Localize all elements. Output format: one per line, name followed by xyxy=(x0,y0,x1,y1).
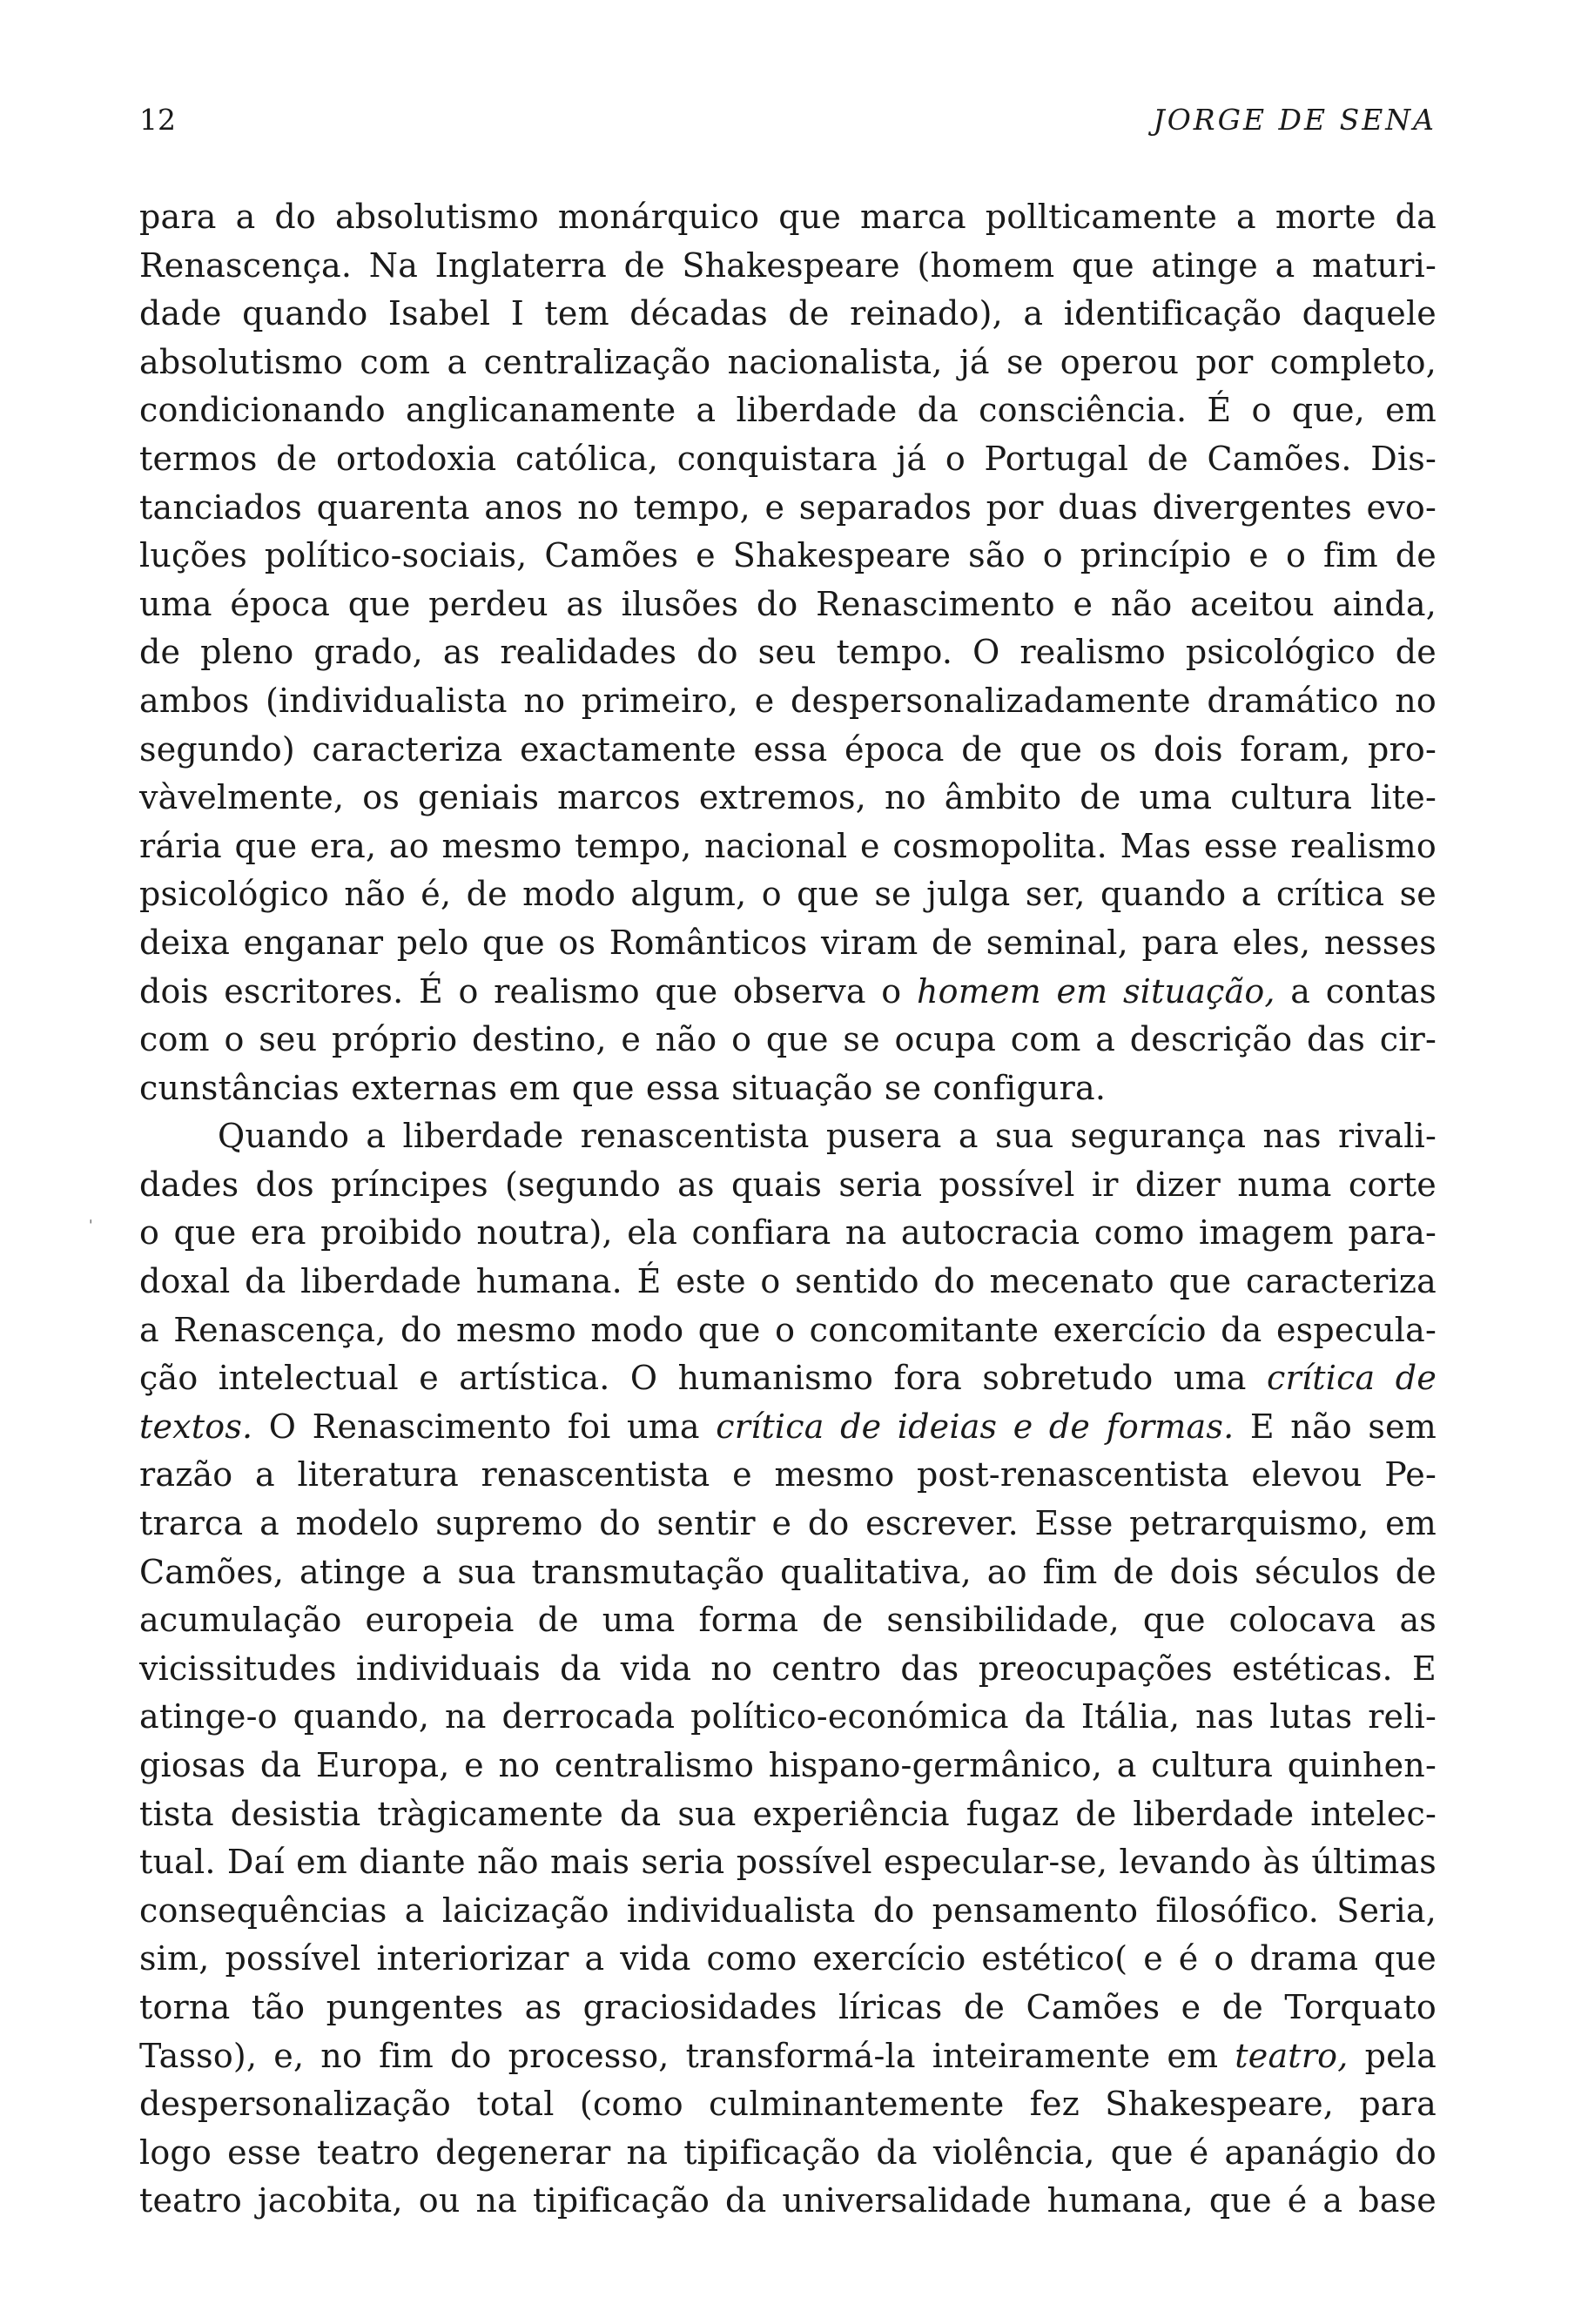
text-segment: ção intelectual e artística. O humanismo fora sobretudo uma xyxy=(139,1359,1268,1398)
emphasis-text: crítica de ideias e de formas. xyxy=(716,1407,1235,1446)
text-line: acumulação europeia de uma forma de sensibilidade, que colocava as xyxy=(139,1601,1437,1640)
text-line: despersonalização total (como culminantemente fez Shakespeare, para xyxy=(139,2085,1437,2124)
text-segment: a contas xyxy=(1275,971,1437,1011)
text-line: dade quando Isabel I tem décadas de reinado), a identificação daquele xyxy=(139,294,1437,333)
text-line: ambos (individualista no primeiro, e despersonalizadamente dramático no xyxy=(139,681,1437,720)
text-line: dades dos príncipes (segundo as quais seria possível ir dizer numa corte xyxy=(139,1165,1437,1204)
emphasis-text: crítica de xyxy=(1267,1359,1437,1398)
text-segment: dois escritores. É o realismo que observa o xyxy=(139,971,917,1011)
text-line: condicionando anglicanamente a liberdade da consciência. É o que, em xyxy=(139,391,1437,430)
text-line: rária que era, ao mesmo tempo, nacional e cosmopolita. Mas esse realismo xyxy=(139,826,1437,865)
text-line: o que era proibido noutra), ela confiara na autocracia como imagem para- xyxy=(139,1213,1437,1253)
text-line: trarca a modelo supremo do sentir e do escrever. Esse petrarquismo, em xyxy=(139,1504,1437,1543)
text-line: luções político-sociais, Camões e Shakespeare são o princípio e o fim de xyxy=(139,536,1437,575)
text-line: termos de ortodoxia católica, conquistara já o Portugal de Camões. Dis- xyxy=(139,439,1437,478)
text-segment: O Renascimento foi uma xyxy=(252,1407,717,1446)
text-line: tual. Daí em diante não mais seria possível especular-se, levando às últimas xyxy=(139,1843,1437,1882)
text-line: torna tão pungentes as graciosidades líricas de Camões e de Torquato xyxy=(139,1987,1437,2026)
text-line: vicissitudes individuais da vida no centro das preocupações estéticas. E xyxy=(139,1649,1437,1688)
body-text xyxy=(139,193,1437,2226)
text-line: para a do absolutismo monárquico que marca pollticamente a morte da xyxy=(139,198,1437,236)
page-header xyxy=(139,103,1437,138)
running-head: JORGE DE SENA xyxy=(1153,103,1437,137)
text-segment: Tasso), e, no fim do processo, transformá-la inteiramente em xyxy=(139,2036,1235,2075)
text-line: giosas da Europa, e no centralismo hispano-germânico, a cultura quinhen- xyxy=(139,1746,1437,1784)
text-line: segundo) caracteriza exactamente essa época de que os dois foram, pro- xyxy=(139,729,1437,769)
text-line: Renascença. Na Inglaterra de Shakespeare (homem que atinge a maturi- xyxy=(139,245,1437,285)
text-segment: E não sem xyxy=(1234,1407,1437,1446)
text-segment: pela xyxy=(1348,2036,1437,2075)
emphasis-text: homem em situação, xyxy=(916,971,1275,1011)
emphasis-text: textos. xyxy=(139,1407,253,1446)
text-line: uma época que perdeu as ilusões do Renascimento e não aceitou ainda, xyxy=(139,584,1437,623)
paragraph-1 xyxy=(139,193,1437,1112)
text-line xyxy=(139,1403,1437,1452)
text-line: psicológico não é, de modo algum, o que se julga ser, quando a crítica se xyxy=(139,875,1437,914)
text-line xyxy=(139,2032,1437,2081)
text-line xyxy=(139,1354,1437,1403)
text-line: a Renascença, do mesmo modo que o concomitante exercício da especula- xyxy=(139,1310,1437,1349)
text-line: tanciados quarenta anos no tempo, e separados por duas divergentes evo- xyxy=(139,487,1437,527)
text-line: teatro jacobita, ou na tipificação da universalidade humana, que é a base xyxy=(139,2181,1437,2220)
page-number: 12 xyxy=(139,103,176,137)
text-line: sim, possível interiorizar a vida como exercício estético( e é o drama que xyxy=(139,1939,1437,1978)
text-line: razão a literatura renascentista e mesmo post-renascentista elevou Pe- xyxy=(139,1455,1437,1494)
text-line: Camões, atinge a sua transmutação qualitativa, ao fim de dois séculos de xyxy=(139,1552,1437,1591)
text-line: Quando a liberdade renascentista pusera a sua segurança nas rivali- xyxy=(218,1117,1437,1156)
emphasis-text: teatro, xyxy=(1235,2036,1349,2075)
text-line: doxal da liberdade humana. É este o sentido do mecenato que caracteriza xyxy=(139,1262,1437,1301)
text-line: consequências a laicização individualista do pensamento filosófico. Seria, xyxy=(139,1891,1437,1930)
paragraph-2 xyxy=(139,1112,1437,2226)
text-line xyxy=(139,968,1437,1017)
text-line: deixa enganar pelo que os Românticos viram de seminal, para eles, nesses xyxy=(139,923,1437,962)
text-line: tista desistia tràgicamente da sua experiência fugaz de liberdade intelec- xyxy=(139,1794,1437,1833)
text-line: logo esse teatro degenerar na tipificação da violência, que é apanágio do xyxy=(139,2133,1437,2172)
text-line: cunstâncias externas em que essa situação se configura. xyxy=(139,1068,1107,1107)
stray-mark: ˌ xyxy=(89,1208,93,1225)
text-line: de pleno grado, as realidades do seu tempo. O realismo psicológico de xyxy=(139,633,1437,672)
text-line: atinge-o quando, na derrocada político-económica da Itália, nas lutas reli- xyxy=(139,1697,1437,1736)
text-line: absolutismo com a centralização nacionalista, já se operou por completo, xyxy=(139,342,1437,381)
text-line: com o seu próprio destino, e não o que se ocupa com a descrição das cir- xyxy=(139,1020,1437,1059)
text-line: vàvelmente, os geniais marcos extremos, no âmbito de uma cultura lite- xyxy=(139,778,1437,817)
